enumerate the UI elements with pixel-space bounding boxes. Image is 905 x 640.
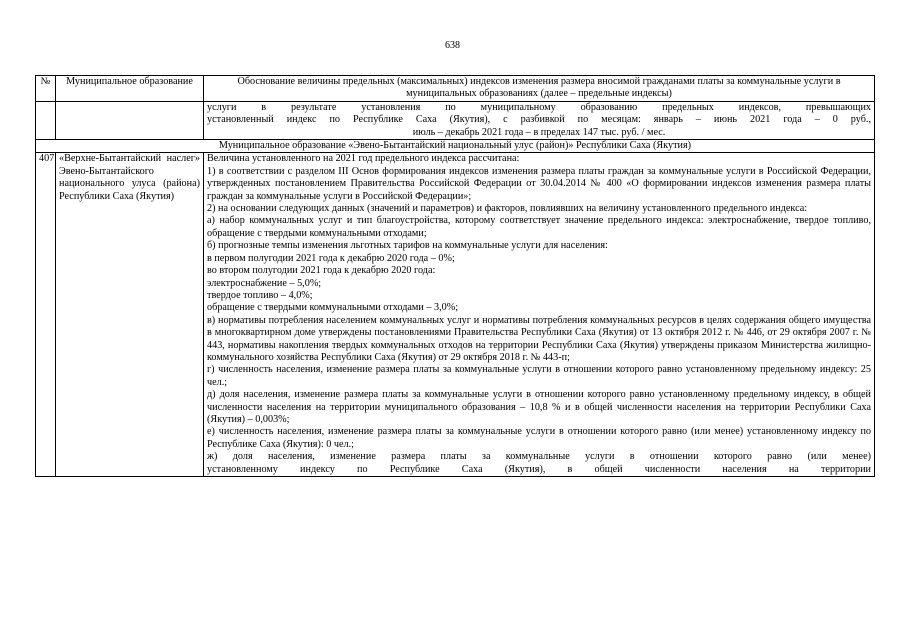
row-number: 407 [36, 153, 56, 477]
section-title: Муниципальное образование «Эвено-Бытантайский национальный улус (район)» Республики Саха (Якутия) [36, 140, 875, 153]
justification-paragraph: е) численность населения, изменение размера платы за коммунальные услуги в отношении которого равно (или менее) установленному индексу по Республике Саха (Якутия): 0 чел.; [207, 426, 871, 450]
continuation-line: июль – декабрь 2021 года – в пределах 147 тыс. руб. / мес. [412, 126, 666, 138]
section-title-row [36, 140, 875, 153]
table-header-row [36, 76, 875, 102]
justification-last-line: ж) доля населения, изменение размера платы за коммунальные услуги в отношении которого равно (или менее) [207, 451, 871, 463]
page-number: 638 [445, 40, 460, 51]
continuation-line: установленный индекс по Республике Саха (Якутия), с разбивкой по месяцам: январь – июнь 2021 года – 0 руб., [207, 114, 871, 126]
justification-paragraph: в) нормативы потребления населением коммунальных услуг и нормативы потребления коммунальных ресурсов в целях содержания общего имущества в многоквартирном доме утверждены постановлениями Правительства Республики Саха (Якутия) от 13 октября 2012 г. № 446, от 29 октября 2007 г. № 443, нормативы накопления твердых коммунальных отходов на территории Республики Саха (Якутия) утверждены приказом Министерства жилищно-коммунального хозяйства Республики Саха (Якутия) от 29 октября 2018 г. № 443-п; [207, 314, 871, 363]
justification-paragraph: обращение с твердыми коммунальными отходами – 3,0%; [207, 302, 459, 314]
header-municipality: Муниципальное образование [56, 76, 204, 102]
row-municipality: «Верхне-Бытантайский наслег» Эвено-Бытантайского национального улуса (района) Республики Саха (Якутия) [56, 153, 204, 477]
continuation-number-cell [36, 101, 56, 139]
justification-paragraph: 1) в соответствии с разделом III Основ формирования индексов изменения размера платы граждан за коммунальные услуги в Российской Федерации, утвержденных постановлением Правительства Российской Федерации от 30.04.2014 № 400 «О формировании индексов изменения размера платы граждан за коммунальные услуги в Российской Федерации»; [207, 165, 871, 202]
header-justification: Обоснование величины предельных (максимальных) индексов изменения размера вносимой гражданами платы за коммунальные услуги в муниципальных образованиях (далее – предельные индексы) [204, 76, 875, 102]
justification-paragraph: 2) на основании следующих данных (значений и параметров) и факторов, повлиявших на величину установленного предельного индекса: [207, 203, 808, 215]
justification-paragraph: электроснабжение – 5,0%; [207, 277, 322, 289]
table-row [36, 153, 875, 477]
continuation-municipality-cell [56, 101, 204, 139]
header-number: № [36, 76, 56, 102]
continuation-row [36, 101, 875, 139]
continuation-text-cell [204, 101, 875, 139]
continuation-line: услуги в результате установления по муниципальному образованию предельных индексов, превышающих [207, 101, 871, 113]
justification-paragraph: б) прогнозные темпы изменения льготных тарифов на коммунальные услуги для населения: [207, 240, 608, 252]
justification-paragraph: д) доля населения, изменение размера платы за коммунальные услуги в отношении которого равно установленному предельному индексу, в общей численности населения на территории муниципального образования – 10,8 % и в общей численности населения на территории Республики Саха (Якутия) – 0,003%; [207, 389, 871, 425]
justification-paragraph: Величина установленного на 2021 год предельного индекса рассчитана: [207, 153, 520, 165]
justification-paragraph: а) набор коммунальных услуг и тип благоустройства, которому соответствует значение предельного индекса: электроснабжение, твердое топливо, обращение с твердыми коммунальными отходами; [207, 215, 871, 239]
row-justification [204, 153, 875, 477]
justification-paragraph: твердое топливо – 4,0%; [207, 289, 313, 301]
justification-paragraph: во втором полугодии 2021 года к декабрю 2020 года: [207, 265, 436, 277]
regulation-table [35, 75, 875, 477]
justification-last-line: установленному индексу по Республике Саха (Якутия), в общей численности населения на территории [207, 463, 871, 475]
justification-paragraph: г) численность населения, изменение размера платы за коммунальные услуги в отношении которого равно установленному предельному индексу: 25 чел.; [207, 364, 871, 388]
justification-paragraph: в первом полугодии 2021 года к декабрю 2020 года – 0%; [207, 252, 455, 264]
